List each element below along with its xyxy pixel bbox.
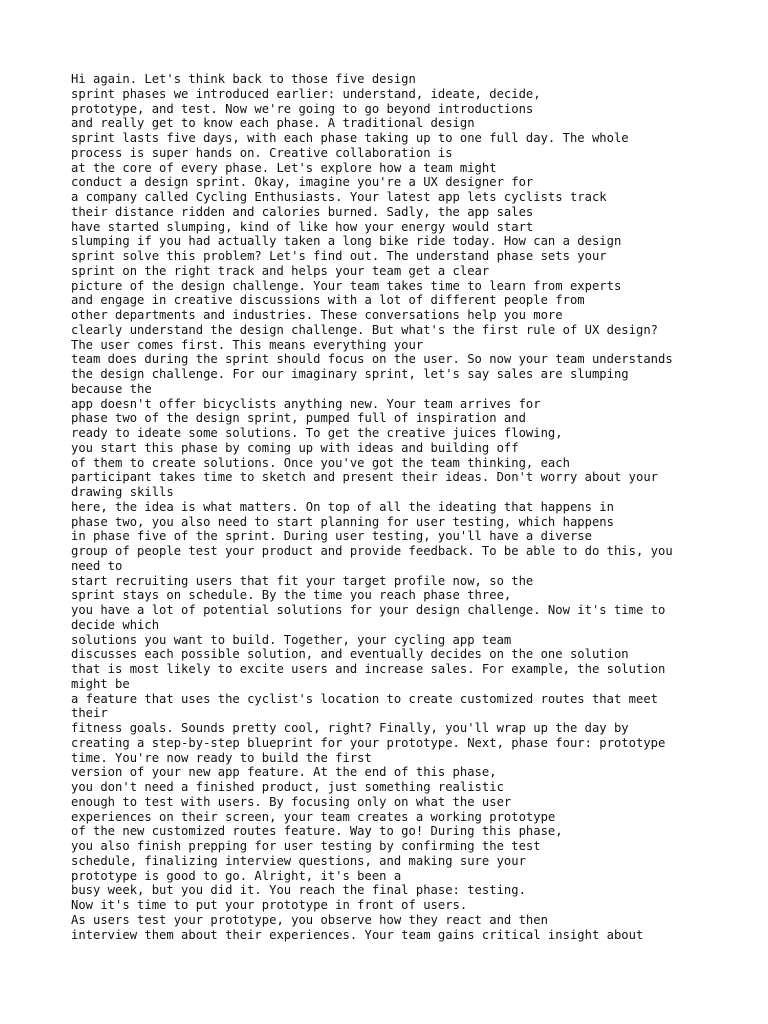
transcript-line: other departments and industries. These conversations help you more	[71, 308, 563, 322]
transcript-line: because the	[71, 381, 152, 396]
transcript-line: schedule, finalizing interview questions, and making sure your	[71, 853, 526, 868]
transcript-line: decide which	[71, 617, 160, 632]
transcript-line: prototype is good to go. Alright, it's been a	[71, 868, 402, 883]
transcript-line: you also finish prepping for user testing by confirming the test	[71, 839, 541, 853]
transcript-line: time. You're now ready to build the first	[71, 750, 372, 765]
transcript-line: The user comes first. This means everything your	[71, 337, 424, 352]
transcript-line: sprint lasts five days, with each phase taking up to one full day. The whole	[71, 131, 629, 145]
transcript-line: a company called Cycling Enthusiasts. Your latest app lets cyclists track	[71, 190, 607, 204]
transcript-line: start recruiting users that fit your target profile now, so the	[71, 573, 534, 588]
transcript-line: the design challenge. For our imaginary sprint, let's say sales are slumping	[71, 367, 629, 381]
transcript-line: of the new customized routes feature. Way to go! During this phase,	[71, 824, 563, 839]
transcript-line: have started slumping, kind of like how your energy would start	[71, 219, 534, 234]
transcript-line: in phase five of the sprint. During user testing, you'll have a diverse	[71, 529, 592, 544]
transcript-line: sprint phases we introduced earlier: understand, ideate, decide,	[71, 86, 541, 101]
transcript-line: participant takes time to sketch and present their ideas. Don't worry about your	[71, 470, 658, 485]
transcript-line: drawing skills	[71, 485, 174, 499]
transcript-line: team does during the sprint should focus on the user. So now your team understands	[71, 352, 673, 367]
transcript-text	[71, 72, 711, 942]
transcript-line: busy week, but you did it. You reach the final phase: testing.	[71, 883, 526, 898]
transcript-line: clearly understand the design challenge. But what's the first rule of UX design?	[71, 322, 658, 337]
transcript-line: As users test your prototype, you observe how they react and then	[71, 912, 548, 927]
transcript-line: you don't need a finished product, just something realistic	[71, 780, 504, 794]
transcript-line: discusses each possible solution, and eventually decides on the one solution	[71, 647, 629, 662]
transcript-line: experiences on their screen, your team creates a working prototype	[71, 809, 556, 824]
transcript-line: conduct a design sprint. Okay, imagine you're a UX designer for	[71, 175, 534, 190]
transcript-line: you have a lot of potential solutions for your design challenge. Now it's time to	[71, 603, 666, 617]
transcript-line: of them to create solutions. Once you've got the team thinking, each	[71, 455, 570, 470]
transcript-line: phase two, you also need to start planning for user testing, which happens	[71, 514, 614, 529]
transcript-line: sprint solve this problem? Let's find out. The understand phase sets your	[71, 249, 607, 263]
transcript-line: and really get to know each phase. A traditional design	[71, 116, 475, 131]
transcript-line: at the core of every phase. Let's explore how a team might	[71, 160, 497, 175]
transcript-line: ready to ideate some solutions. To get the creative juices flowing,	[71, 426, 563, 440]
transcript-line: their distance ridden and calories burned. Sadly, the app sales	[71, 204, 534, 219]
transcript-line: process is super hands on. Creative collaboration is	[71, 145, 453, 160]
transcript-line: enough to test with users. By focusing only on what the user	[71, 794, 512, 809]
transcript-line: and engage in creative discussions with a lot of different people from	[71, 293, 585, 308]
transcript-line: fitness goals. Sounds pretty cool, right? Finally, you'll wrap up the day by	[71, 721, 629, 735]
transcript-line: group of people test your product and provide feedback. To be able to do this, you	[71, 544, 673, 558]
transcript-line: prototype, and test. Now we're going to go beyond introductions	[71, 101, 534, 116]
transcript-line: creating a step-by-step blueprint for your prototype. Next, phase four: prototype	[71, 735, 666, 750]
transcript-line: you start this phase by coming up with ideas and building off	[71, 440, 519, 455]
transcript-line: that is most likely to excite users and increase sales. For example, the solution	[71, 662, 666, 676]
transcript-line: might be	[71, 676, 130, 691]
transcript-line: Hi again. Let's think back to those five design	[71, 72, 416, 86]
transcript-line: phase two of the design sprint, pumped full of inspiration and	[71, 411, 526, 426]
transcript-line: sprint on the right track and helps your team get a clear	[71, 263, 490, 278]
transcript-line: here, the idea is what matters. On top of all the ideating that happens in	[71, 499, 614, 514]
transcript-line: need to	[71, 558, 123, 573]
transcript-line: a feature that uses the cyclist's location to create customized routes that meet	[71, 691, 658, 706]
transcript-line: interview them about their experiences. Your team gains critical insight about	[71, 927, 644, 942]
transcript-line: version of your new app feature. At the end of this phase,	[71, 765, 497, 780]
transcript-line: picture of the design challenge. Your team takes time to learn from experts	[71, 278, 622, 293]
transcript-line: sprint stays on schedule. By the time you reach phase three,	[71, 588, 512, 603]
transcript-line: Now it's time to put your prototype in front of users.	[71, 898, 468, 912]
transcript-line: their	[71, 706, 108, 721]
transcript-line: app doesn't offer bicyclists anything new. Your team arrives for	[71, 396, 541, 411]
transcript-line: solutions you want to build. Together, your cycling app team	[71, 632, 512, 647]
transcript-line: slumping if you had actually taken a long bike ride today. How can a design	[71, 234, 622, 249]
